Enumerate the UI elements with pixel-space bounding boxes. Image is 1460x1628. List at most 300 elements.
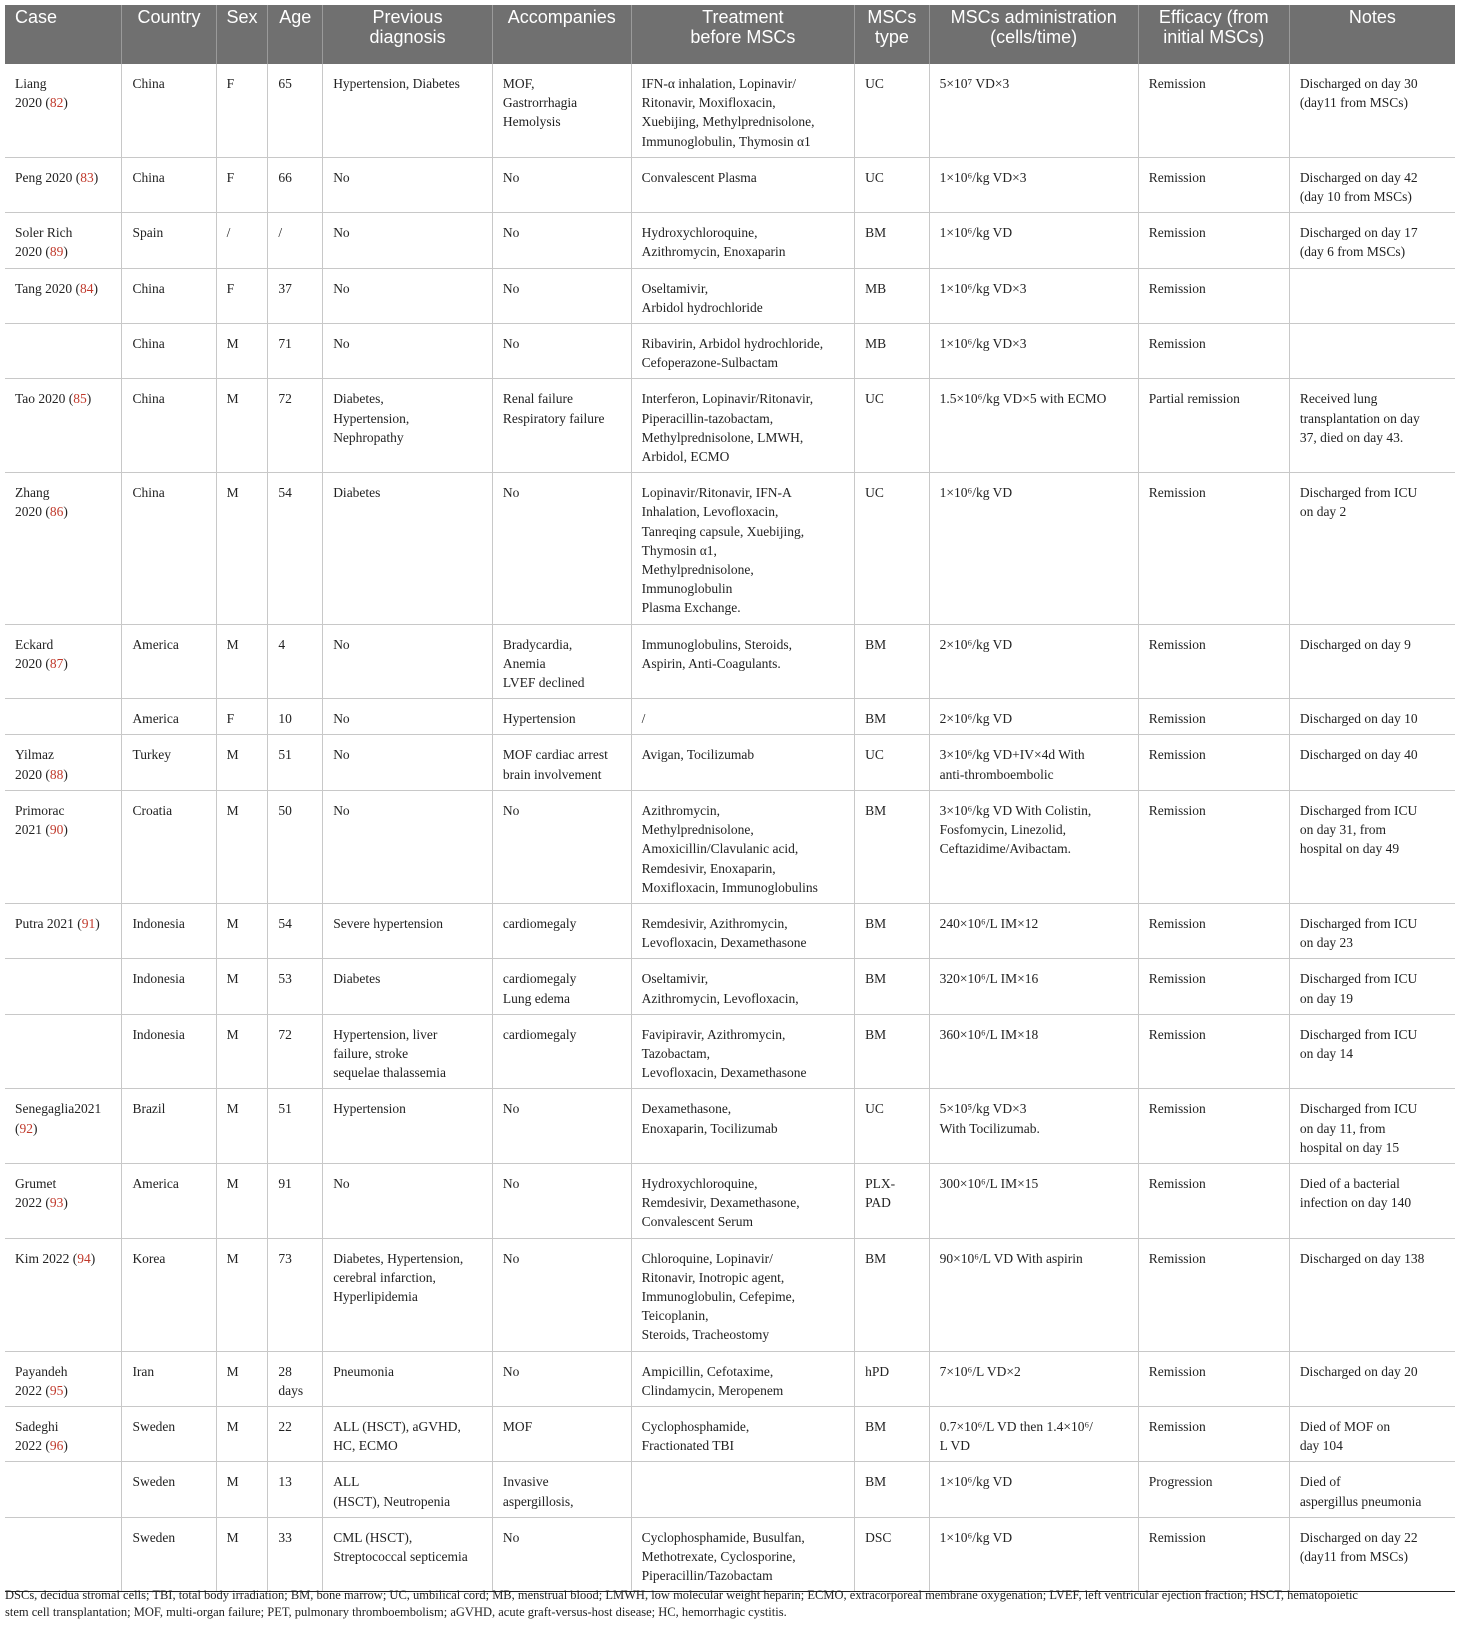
case-text: Soler Rich [15, 225, 73, 241]
cell-previous [323, 624, 493, 699]
efficacy-line: Remission [1148, 711, 1206, 727]
cell-accompanies [492, 959, 631, 1014]
accompanies-line: No [502, 1101, 520, 1117]
cell-type [855, 64, 930, 157]
type-line: UC [865, 391, 884, 407]
cell-age [268, 1406, 323, 1461]
reference-link[interactable]: 88 [49, 766, 64, 782]
accompanies-line: Hypertension [502, 711, 576, 727]
column-header-label: MSCs [867, 7, 917, 27]
case-line [15, 1381, 112, 1400]
cell-accompanies [492, 1238, 631, 1351]
footnote-line: stem cell transplantation; MOF, multi-organ failure; PET, pulmonary thromboembolism; aGVHD, acute graft-versus-host disease; HC, hemorrhagic cystitis. [5, 1605, 787, 1619]
accompanies-line: No [502, 225, 520, 241]
treatment-line: Azithromycin, Enoxaparin [641, 244, 786, 260]
cell-treatment [631, 735, 855, 790]
cell-age [268, 1351, 323, 1406]
case-line [15, 1099, 112, 1118]
cell-accompanies [492, 324, 631, 379]
treatment-line: Dexamethasone, [641, 1101, 732, 1117]
treatment-line: Remdesivir, Enoxaparin, [641, 860, 776, 876]
case-text: Payandeh [15, 1363, 68, 1379]
header-row [5, 5, 1455, 64]
country-line: Indonesia [132, 971, 185, 987]
cell-notes [1289, 473, 1455, 624]
treatment-line: Enoxaparin, Tocilizumab [641, 1120, 778, 1136]
admin-line: Ceftazidime/Avibactam. [939, 841, 1071, 857]
admin-line: With Tocilizumab. [939, 1120, 1040, 1136]
notes-line: Discharged from ICU [1299, 971, 1418, 987]
accompanies-line: MOF, [502, 76, 535, 91]
country-line: Brazil [132, 1101, 166, 1117]
treatment-line: Amoxicillin/Clavulanic acid, [641, 841, 799, 857]
notes-line: (day11 from MSCs) [1299, 1548, 1409, 1564]
efficacy-line: Remission [1148, 336, 1206, 352]
cell-admin [929, 1406, 1138, 1461]
cell-admin [929, 268, 1138, 323]
table-row [5, 1089, 1455, 1164]
case-line [15, 1249, 112, 1268]
notes-line: on day 14 [1299, 1045, 1354, 1061]
cell-case [5, 1462, 122, 1517]
country-line: Indonesia [132, 1026, 185, 1042]
table-row [5, 379, 1455, 473]
column-header [929, 5, 1138, 64]
column-header-label: Accompanies [507, 7, 616, 27]
type-line: UC [865, 485, 884, 501]
reference-link[interactable]: 92 [19, 1120, 33, 1136]
column-header [268, 5, 323, 64]
previous-line: Streptococcal septicemia [333, 1548, 468, 1564]
admin-line: anti-thromboembolic [939, 766, 1054, 782]
cell-previous [323, 1517, 493, 1592]
age-line: 51 [278, 747, 292, 763]
case-text-close: ) [93, 280, 99, 296]
cell-admin [929, 1163, 1138, 1238]
previous-line: Hyperlipidemia [333, 1288, 418, 1304]
age-line: 91 [278, 1175, 292, 1191]
cell-accompanies [492, 1089, 631, 1164]
cell-notes [1289, 324, 1455, 379]
cell-efficacy [1138, 903, 1289, 958]
sex-line: M [226, 1529, 239, 1545]
cell-treatment [631, 64, 855, 157]
accompanies-line: No [502, 1175, 520, 1191]
accompanies-line: No [502, 1250, 520, 1266]
notes-line: Discharged from ICU [1299, 485, 1418, 501]
notes-line: Discharged on day 9 [1299, 636, 1411, 652]
reference-link[interactable]: 94 [77, 1250, 91, 1266]
sex-line: M [226, 1026, 239, 1042]
age-line: 28 [278, 1363, 292, 1379]
treatment-line: Inhalation, Levofloxacin, [641, 504, 779, 520]
treatment-line: Clindamycin, Meropenem [641, 1382, 784, 1398]
treatment-line: Piperacillin-tazobactam, [641, 410, 774, 426]
country-line: Iran [132, 1363, 155, 1379]
reference-link[interactable]: 91 [81, 915, 96, 931]
notes-line: Discharged on day 20 [1299, 1363, 1418, 1379]
cell-sex [216, 1462, 268, 1517]
efficacy-line: Remission [1148, 169, 1206, 185]
reference-link[interactable]: 84 [80, 280, 94, 296]
notes-line: Discharged on day 40 [1299, 747, 1418, 763]
cell-sex [216, 959, 268, 1014]
cell-previous [323, 213, 493, 268]
sex-line: M [226, 1101, 239, 1117]
case-line [15, 483, 112, 502]
table-header [5, 5, 1455, 64]
cell-treatment [631, 959, 855, 1014]
cell-country [122, 790, 216, 903]
case-line [15, 1193, 112, 1212]
admin-line: 0.7×10⁶/L VD then 1.4×10⁶/ [939, 1418, 1093, 1434]
treatment-line: Interferon, Lopinavir/Ritonavir, [641, 391, 814, 407]
previous-line: No [333, 711, 350, 727]
efficacy-line: Remission [1148, 1418, 1206, 1434]
case-line [15, 1362, 112, 1381]
previous-line: HC, ECMO [333, 1438, 398, 1454]
cell-efficacy [1138, 268, 1289, 323]
treatment-line: Fractionated TBI [641, 1438, 734, 1454]
cell-admin [929, 157, 1138, 212]
cell-efficacy [1138, 1163, 1289, 1238]
cell-treatment [631, 1014, 855, 1089]
age-line: 72 [278, 1026, 292, 1042]
cell-sex [216, 64, 268, 157]
column-header [1289, 5, 1455, 64]
accompanies-line: No [502, 802, 520, 818]
type-line: MB [865, 280, 887, 296]
cell-age [268, 699, 323, 735]
age-line: 54 [278, 915, 292, 931]
case-text: Yilmaz [15, 747, 54, 763]
cell-country [122, 1089, 216, 1164]
column-header-label: Case [15, 7, 58, 27]
country-line: America [132, 711, 179, 727]
cell-case [5, 324, 122, 379]
cell-sex [216, 324, 268, 379]
cell-efficacy [1138, 699, 1289, 735]
notes-line: (day 10 from MSCs) [1299, 189, 1412, 205]
cell-notes [1289, 903, 1455, 958]
cell-notes [1289, 379, 1455, 473]
notes-line: infection on day 140 [1299, 1195, 1412, 1211]
notes-line: aspergillus pneumonia [1299, 1493, 1422, 1509]
cell-previous [323, 157, 493, 212]
efficacy-line: Remission [1148, 971, 1206, 987]
cell-age [268, 1462, 323, 1517]
case-text: Peng 2020 ( [15, 169, 81, 185]
cell-age [268, 959, 323, 1014]
cell-accompanies [492, 379, 631, 473]
treatment-line: Aspirin, Anti-Coagulants. [641, 655, 781, 671]
cell-treatment [631, 1351, 855, 1406]
previous-line: No [333, 169, 350, 185]
treatment-line: Hydroxychloroquine, [641, 1175, 758, 1191]
case-text-close: ) [63, 95, 68, 111]
cell-country [122, 1517, 216, 1592]
case-text-close: ) [63, 655, 68, 671]
case-line [15, 745, 112, 764]
cell-notes [1289, 157, 1455, 212]
cell-accompanies [492, 735, 631, 790]
cell-efficacy [1138, 1014, 1289, 1089]
cell-age [268, 624, 323, 699]
column-header [216, 5, 268, 64]
reference-link[interactable]: 90 [49, 822, 64, 838]
cell-treatment [631, 213, 855, 268]
treatment-line: Azithromycin, Levofloxacin, [641, 990, 799, 1006]
efficacy-line: Remission [1148, 280, 1206, 296]
accompanies-line: MOF [502, 1418, 533, 1434]
reference-link[interactable]: 85 [73, 391, 87, 407]
admin-line: 1×10⁶/kg VD×3 [939, 280, 1027, 296]
reference-link[interactable]: 87 [49, 655, 64, 671]
cell-admin [929, 379, 1138, 473]
case-text-close: ) [63, 1382, 68, 1398]
case-text: 2022 ( [15, 1382, 50, 1398]
treatment-line: Remdesivir, Dexamethasone, [641, 1195, 800, 1211]
cell-case [5, 903, 122, 958]
table-row [5, 903, 1455, 958]
notes-line: 37, died on day 43. [1299, 429, 1404, 445]
msc-case-table [5, 5, 1455, 1592]
treatment-line: Remdesivir, Azithromycin, [641, 915, 788, 931]
country-line: Korea [132, 1250, 166, 1266]
efficacy-line: Remission [1148, 747, 1206, 763]
efficacy-line: Remission [1148, 225, 1206, 241]
treatment-line: Methylprednisolone, LMWH, [641, 429, 804, 445]
country-line: Sweden [132, 1418, 176, 1434]
cell-treatment [631, 1238, 855, 1351]
treatment-line: Immunoglobulins, Steroids, [641, 636, 792, 652]
accompanies-line: Invasive [502, 1474, 549, 1490]
type-line: BM [865, 1026, 887, 1042]
cell-case [5, 268, 122, 323]
case-line [15, 1174, 112, 1193]
cell-notes [1289, 64, 1455, 157]
case-text-close: ) [63, 822, 68, 838]
age-line: 4 [278, 636, 286, 652]
case-text: 2021 ( [15, 822, 50, 838]
table-footnote [5, 1587, 1455, 1621]
cell-accompanies [492, 790, 631, 903]
cell-age [268, 473, 323, 624]
type-line: UC [865, 76, 884, 91]
admin-line: 1×10⁶/kg VD [939, 225, 1013, 241]
cell-case [5, 1089, 122, 1164]
cell-age [268, 903, 323, 958]
cell-country [122, 379, 216, 473]
cell-notes [1289, 1351, 1455, 1406]
reference-link[interactable]: 96 [49, 1438, 64, 1454]
cell-treatment [631, 699, 855, 735]
column-header-label: Age [279, 7, 312, 27]
previous-line: failure, stroke [333, 1045, 409, 1061]
country-line: America [132, 636, 179, 652]
cell-type [855, 1238, 930, 1351]
admin-line: 1×10⁶/kg VD [939, 485, 1013, 501]
accompanies-line: No [502, 1363, 520, 1379]
cell-country [122, 1462, 216, 1517]
accompanies-line: brain involvement [502, 766, 602, 782]
treatment-line: Ritonavir, Inotropic agent, [641, 1269, 785, 1285]
sex-line: M [226, 802, 239, 818]
country-line: China [132, 391, 165, 407]
notes-line: on day 2 [1299, 504, 1347, 520]
cell-efficacy [1138, 1089, 1289, 1164]
table-row [5, 735, 1455, 790]
country-line: Sweden [132, 1474, 176, 1490]
cell-admin [929, 790, 1138, 903]
treatment-line: Immunoglobulin [641, 581, 733, 597]
cell-case [5, 1406, 122, 1461]
notes-line: Discharged from ICU [1299, 915, 1418, 931]
case-text: 2020 ( [15, 504, 50, 520]
sex-line: M [226, 915, 239, 931]
type-line: UC [865, 1101, 884, 1117]
cell-age [268, 1014, 323, 1089]
cell-age [268, 1163, 323, 1238]
sex-line: / [226, 225, 231, 241]
accompanies-line: Renal failure [502, 391, 574, 407]
notes-line: (day11 from MSCs) [1299, 95, 1409, 111]
cell-case [5, 959, 122, 1014]
case-text-close: ) [93, 169, 99, 185]
column-header [323, 5, 493, 64]
cell-age [268, 1517, 323, 1592]
accompanies-line: Gastrorrhagia [502, 95, 578, 111]
treatment-line: Methylprednisolone, [641, 562, 754, 578]
admin-line: 5×10⁵/kg VD×3 [939, 1101, 1027, 1117]
case-text: Liang [15, 76, 47, 91]
case-line [15, 223, 112, 242]
cell-treatment [631, 473, 855, 624]
cell-admin [929, 1462, 1138, 1517]
case-line [15, 801, 112, 820]
case-line [15, 765, 112, 784]
cell-type [855, 903, 930, 958]
cell-treatment [631, 903, 855, 958]
previous-line: Diabetes [333, 485, 381, 501]
cell-country [122, 624, 216, 699]
case-line [15, 168, 112, 187]
efficacy-line: Remission [1148, 1529, 1206, 1545]
cell-efficacy [1138, 1462, 1289, 1517]
treatment-line: Cyclophosphamide, Busulfan, [641, 1529, 805, 1545]
cell-country [122, 1238, 216, 1351]
case-text: Tang 2020 ( [15, 280, 81, 296]
cell-admin [929, 1238, 1138, 1351]
cell-previous [323, 1462, 493, 1517]
efficacy-line: Remission [1148, 802, 1206, 818]
case-text: 2022 ( [15, 1438, 50, 1454]
accompanies-line: No [502, 280, 520, 296]
cell-country [122, 959, 216, 1014]
treatment-line: Ritonavir, Moxifloxacin, [641, 95, 776, 111]
sex-line: M [226, 636, 239, 652]
case-line [15, 1417, 112, 1436]
accompanies-line: No [502, 485, 520, 501]
case-text: Eckard [15, 636, 54, 652]
accompanies-line: aspergillosis, [502, 1493, 574, 1509]
case-text: Primorac [15, 802, 65, 818]
previous-line: Hypertension, [333, 410, 410, 426]
cell-sex [216, 157, 268, 212]
table-row [5, 959, 1455, 1014]
column-header [122, 5, 216, 64]
admin-line: 2×10⁶/kg VD [939, 636, 1013, 652]
admin-line: 360×10⁶/L IM×18 [939, 1026, 1039, 1042]
cell-country [122, 1163, 216, 1238]
admin-line: 1×10⁶/kg VD×3 [939, 336, 1027, 352]
cell-age [268, 157, 323, 212]
cell-admin [929, 1089, 1138, 1164]
cell-admin [929, 213, 1138, 268]
cell-case [5, 624, 122, 699]
cell-efficacy [1138, 64, 1289, 157]
reference-link[interactable]: 95 [49, 1382, 64, 1398]
cell-treatment [631, 268, 855, 323]
treatment-line: Cyclophosphamide, [641, 1418, 750, 1434]
case-text: Sadeghi [15, 1418, 59, 1434]
efficacy-line: Progression [1148, 1474, 1213, 1490]
case-line [15, 74, 112, 93]
cell-type [855, 1406, 930, 1461]
sex-line: M [226, 485, 239, 501]
table-row [5, 1238, 1455, 1351]
cell-efficacy [1138, 324, 1289, 379]
admin-line: 90×10⁶/L VD With aspirin [939, 1250, 1083, 1266]
notes-line: Discharged on day 42 [1299, 169, 1418, 185]
reference-link[interactable]: 83 [80, 169, 94, 185]
age-line: / [278, 225, 283, 241]
column-header-label: MSCs administration [950, 7, 1117, 27]
case-text-close: ) [63, 1438, 68, 1454]
cell-efficacy [1138, 790, 1289, 903]
cell-accompanies [492, 1163, 631, 1238]
cell-treatment [631, 379, 855, 473]
case-line [15, 1436, 112, 1455]
cell-type [855, 624, 930, 699]
cell-country [122, 1406, 216, 1461]
cell-notes [1289, 1089, 1455, 1164]
admin-line: 300×10⁶/L IM×15 [939, 1175, 1039, 1191]
treatment-line: Cefoperazone-Sulbactam [641, 355, 779, 371]
notes-line: on day 11, from [1299, 1120, 1386, 1136]
case-text-close: ) [63, 504, 68, 520]
case-text: ( [15, 1120, 20, 1136]
treatment-line: Thymosin α1, [641, 542, 717, 558]
cell-age [268, 1238, 323, 1351]
age-line: 10 [278, 711, 292, 727]
previous-line: Hypertension, liver [333, 1026, 438, 1042]
treatment-line: IFN-α inhalation, Lopinavir/ [641, 76, 797, 91]
reference-link[interactable]: 93 [49, 1195, 64, 1211]
reference-link[interactable]: 86 [49, 504, 64, 520]
admin-line: 240×10⁶/L IM×12 [939, 915, 1039, 931]
reference-link[interactable]: 89 [49, 244, 64, 260]
cell-case [5, 473, 122, 624]
admin-line: 5×10⁷ VD×3 [939, 76, 1010, 91]
cell-country [122, 1014, 216, 1089]
cell-efficacy [1138, 473, 1289, 624]
previous-line: ALL (HSCT), aGVHD, [333, 1418, 461, 1434]
age-line: 33 [278, 1529, 292, 1545]
reference-link[interactable]: 82 [49, 95, 64, 111]
type-line: BM [865, 971, 887, 987]
cell-accompanies [492, 157, 631, 212]
